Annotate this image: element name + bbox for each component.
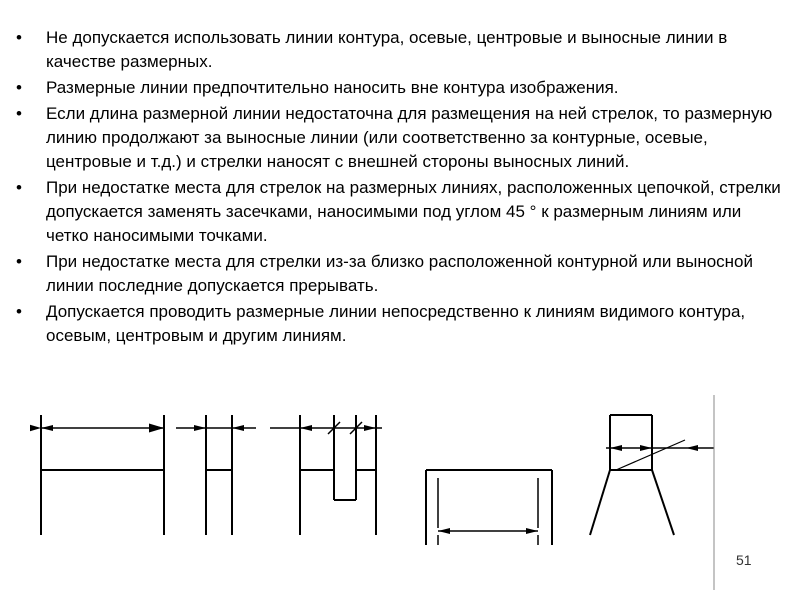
bullet-text: Допускается проводить размерные линии непосредственно к линиям видимого контура, осевым, центровым и другим линиям.	[46, 302, 746, 345]
bullet-item	[14, 250, 784, 298]
bullet-text: Если длина размерной линии недостаточна для размещения на ней стрелок, то размерную линию продолжают за выносные линии (или соответственно за контурные, осевые, центровые и т.д.) и стрелки наносят с внешней стороны выносных линий.	[46, 104, 773, 171]
bullet-marker: •	[16, 252, 22, 271]
bullet-text: При недостатке места для стрелок на размерных линиях, расположенных цепочкой, стрелки допускается заменять засечками, наносимыми под углом 45 ° к размерным линиям или четко наносимыми точками.	[46, 178, 781, 245]
example-to-contour	[590, 415, 714, 535]
bullet-marker: •	[16, 178, 22, 197]
bullet-marker: •	[16, 78, 22, 97]
example-chain-ticks	[270, 415, 382, 535]
bullet-item	[14, 176, 784, 248]
bullet-item	[14, 102, 784, 174]
example-narrow-outside-arrows	[176, 415, 256, 535]
example-interrupted-lines	[426, 470, 552, 545]
bullet-item	[14, 26, 784, 74]
bullet-text: Размерные линии предпочтительно наносить вне контура изображения.	[46, 78, 619, 97]
bullet-marker: •	[16, 104, 22, 123]
bullet-list	[14, 26, 784, 350]
page-number: 51	[736, 552, 752, 568]
bullet-marker: •	[16, 28, 22, 47]
bullet-item	[14, 76, 784, 100]
dimension-lines-figure	[30, 390, 720, 590]
bullet-text: При недостатке места для стрелки из-за близко расположенной контурной или выносной линии последние допускается прерывать.	[46, 252, 753, 295]
bullet-item	[14, 300, 784, 348]
bullet-marker: •	[16, 302, 22, 321]
bullet-text: Не допускается использовать линии контура, осевые, центровые и выносные линии в качестве размерных.	[46, 28, 728, 71]
example-wide-frame	[41, 415, 164, 535]
